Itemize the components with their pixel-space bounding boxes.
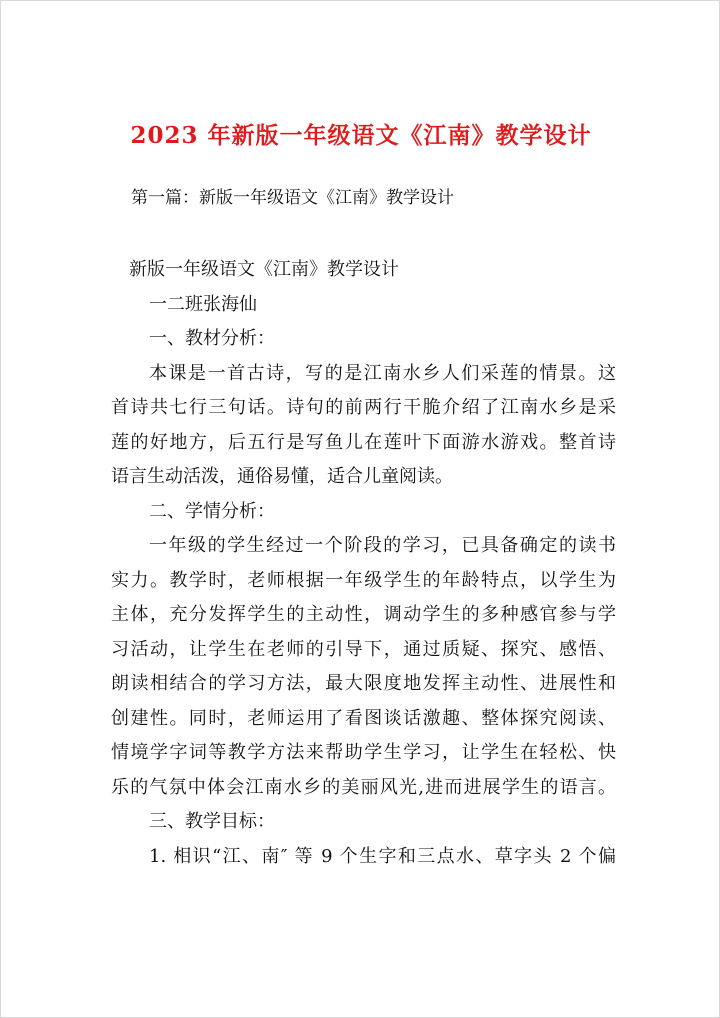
paragraph-line: 首诗共七行三句话。诗句的前两行干脆介绍了江南水乡是采 (111, 397, 616, 418)
paragraph-line: 创建性。同时，老师运用了看图谈话激趣、整体探究阅读、 (111, 707, 616, 729)
section-heading: 新版一年级语文《江南》教学设计 (129, 259, 399, 280)
paragraph-line: 一年级的学生经过一个阶段的学习，已具备确定的读书 (149, 535, 616, 556)
paragraph-line: 本课是一首古诗，写的是江南水乡人们采莲的情景。这 (149, 362, 616, 384)
paragraph-line: 莲的好地方，后五行是写鱼儿在莲叶下面游水游戏。整首诗 (111, 431, 616, 453)
document-title: 2023 年新版一年级语文《江南》教学设计 (130, 122, 592, 149)
section2-title: 二、学情分析： (149, 500, 275, 522)
paragraph-line: 习活动，让学生在老师的引导下，通过质疑、探究、感悟、 (111, 638, 616, 660)
paragraph-line: 情境学字词等教学方法来帮助学生学习，让学生在轻松、快 (111, 742, 616, 763)
section3-title: 三、教学目标： (149, 811, 275, 832)
paragraph-line: 实力。教学时，老师根据一年级学生的年龄特点，以学生为 (111, 569, 616, 591)
document-subtitle: 第一篇：新版一年级语文《江南》教学设计 (131, 188, 454, 208)
paragraph-line: 朗读相结合的学习方法，最大限度地发挥主动性、进展性和 (111, 673, 616, 694)
document-body (111, 253, 616, 874)
paragraph-line: 1. 相识“江、南″ 等 9 个生字和三点水、草字头 2 个偏 (149, 845, 616, 867)
paragraph-line: 乐的气氛中体会江南水乡的美丽风光,进而进展学生的语言。 (111, 776, 616, 798)
section1-title: 一、教材分析： (149, 328, 275, 349)
paragraph-line: 语言生动活泼，通俗易懂，适合儿童阅读。 (111, 466, 453, 487)
paragraph-line: 主体，充分发挥学生的主动性，调动学生的多种感官参与学 (111, 604, 616, 625)
author-line: 一二班张海仙 (149, 293, 257, 315)
